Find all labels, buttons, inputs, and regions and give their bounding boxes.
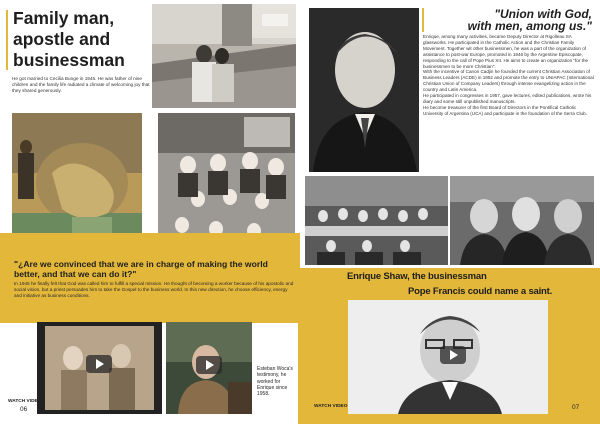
page-number-left: 06 xyxy=(20,406,28,413)
paragraph: Enrique, among many activities, became Deputy Director at Rigolleau SA glassworks. He participated in the Catholic Action and the Christian Family Movement. Together wit other businessmen, he was a part of the organization of assistance to post-war Europe, promoted in 1946 by the Argentine Episcopate, responding to the call of Pope Pius XII. He aims to create an organization "for the businessmen to be more Christian". xyxy=(423,34,589,69)
right-quote xyxy=(424,8,592,32)
title-line-2: apostle and xyxy=(13,29,111,49)
right-quote-line-1: "Union with God, xyxy=(494,7,592,21)
businessman-heading-line-1: Enrique Shaw, the businessman xyxy=(347,271,487,282)
right-text-block xyxy=(423,34,595,117)
play-icon-right[interactable] xyxy=(440,346,466,364)
page-title xyxy=(13,8,125,71)
sculpture-photo xyxy=(12,113,142,253)
play-icon[interactable] xyxy=(86,355,112,373)
title-accent-bar xyxy=(6,10,8,70)
right-quote-line-2: with men, among us." xyxy=(467,19,592,33)
meeting-photo xyxy=(305,176,448,265)
paragraph: With the incentive of Canon Cadjin he founded the current Christian Association of Business Leaders (ACDE) in 1952 and promote the entry to UNIAPAC (International Christian Union of Company Leaders) through intense evangelizing action in the country and Latin America. xyxy=(423,69,594,93)
wedding-photo xyxy=(152,4,296,108)
paragraph: He become treasurer of the first Board of Directors in the Pontifical Catholic University of Argentina (UCA) and participate in the foundation of the Serra Club. xyxy=(423,104,587,116)
watch-video-label-left[interactable]: WATCH VIDEO xyxy=(8,399,42,404)
intro-paragraph: He got married to Cecilia Bunge in 1945. He was father of nine children and the family life radiated a climate of welcoming joy that they shared generously. xyxy=(12,76,150,94)
paragraph: He participated in congresses in 1957, gave lectures, edited publications, wrote his diary and some still unpublished manuscripts. xyxy=(423,93,592,104)
family-photo xyxy=(158,113,295,252)
page-number-right: 07 xyxy=(572,404,580,411)
title-line-1: Family man, xyxy=(13,8,115,28)
portrait-photo xyxy=(309,8,419,172)
left-quote-paragraph: In 1945 he finally felt that God was called him to fulfill a special mission. He thought of becoming a worker because of his apostolic and social vision, but a priest persuades him to take the Gospel to the business world. In this new direction, he choose efficiency, energy and initiative as business conditions. xyxy=(14,281,294,299)
three-men-photo xyxy=(450,176,594,265)
watch-video-label-right[interactable]: WATCH VIDEO xyxy=(314,404,348,409)
play-icon-testimony[interactable] xyxy=(196,356,222,374)
businessman-heading-line-2: Pope Francis could name a saint. xyxy=(408,286,553,297)
left-quote: "¿Are we convinced that we are in charge of making the world better, and that we can do it?" xyxy=(14,259,268,279)
title-line-3: businessman xyxy=(13,50,125,70)
testimony-caption: Esteban Woca's testimony, he worked for Enrique since 1958. xyxy=(257,366,293,398)
